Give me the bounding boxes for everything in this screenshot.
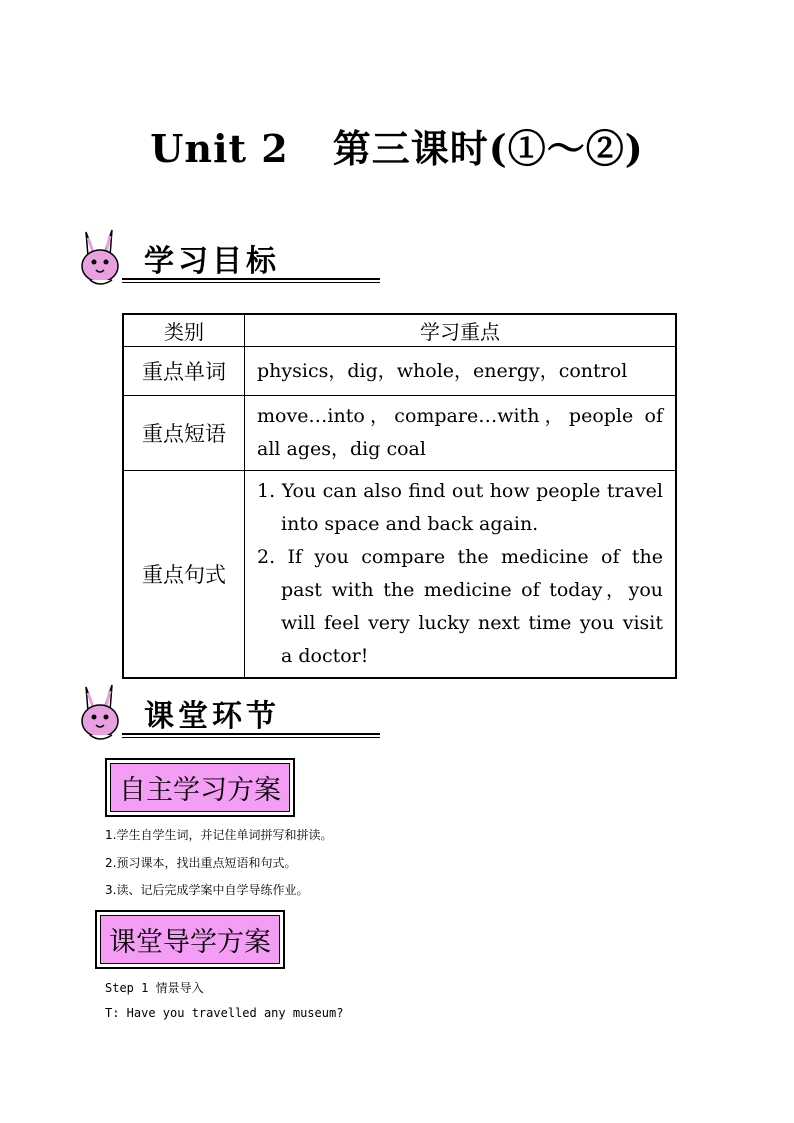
guided-label-box xyxy=(95,910,285,969)
table-row xyxy=(123,396,676,471)
rabbit-mascot-icon xyxy=(72,228,132,290)
guided-label: 课堂导学方案 xyxy=(100,915,280,964)
goals-table xyxy=(122,313,677,679)
step-heading: Step 1 情景导入 xyxy=(105,981,204,995)
list-item: 1.学生自学生词，并记住单词拼写和拼读。 xyxy=(105,828,333,842)
dialog-line: T: Have you travelled any museum? xyxy=(105,1006,344,1020)
row-content: physics，dig，whole，energy，control xyxy=(245,347,677,396)
section-goals-title: 学习目标 xyxy=(144,244,280,279)
table-header-row xyxy=(123,314,676,347)
title-lesson: 第三课时(①～②) xyxy=(332,126,644,171)
list-item: 2.预习课本，找出重点短语和句式。 xyxy=(105,856,297,870)
row-content: move…into，compare…with，people of all ages，dig coal xyxy=(245,396,677,471)
list-item: 3.读、记后完成学案中自学导练作业。 xyxy=(105,883,309,897)
rabbit-mascot-icon xyxy=(72,683,132,745)
self-study-label: 自主学习方案 xyxy=(110,763,290,812)
section-classroom-header xyxy=(72,683,312,745)
section-goals-header xyxy=(72,228,312,290)
table-row xyxy=(123,471,676,679)
row-category: 重点句式 xyxy=(123,471,245,679)
table-header-focus: 学习重点 xyxy=(245,314,677,347)
list-item: 2. If you compare the medicine of the past with the medicine of today，you will feel very lucky next time you visit a doctor! xyxy=(257,546,663,667)
page-title xyxy=(0,118,794,173)
row-category: 重点单词 xyxy=(123,347,245,396)
sentence-list xyxy=(257,475,663,673)
list-item: 1. You can also find out how people travel into space and back again. xyxy=(257,480,663,535)
table-row xyxy=(123,347,676,396)
table-header-category: 类别 xyxy=(123,314,245,347)
self-study-label-box xyxy=(105,758,295,817)
section-classroom-title: 课堂环节 xyxy=(144,699,280,734)
title-unit: Unit 2 xyxy=(150,126,289,171)
row-category: 重点短语 xyxy=(123,396,245,471)
